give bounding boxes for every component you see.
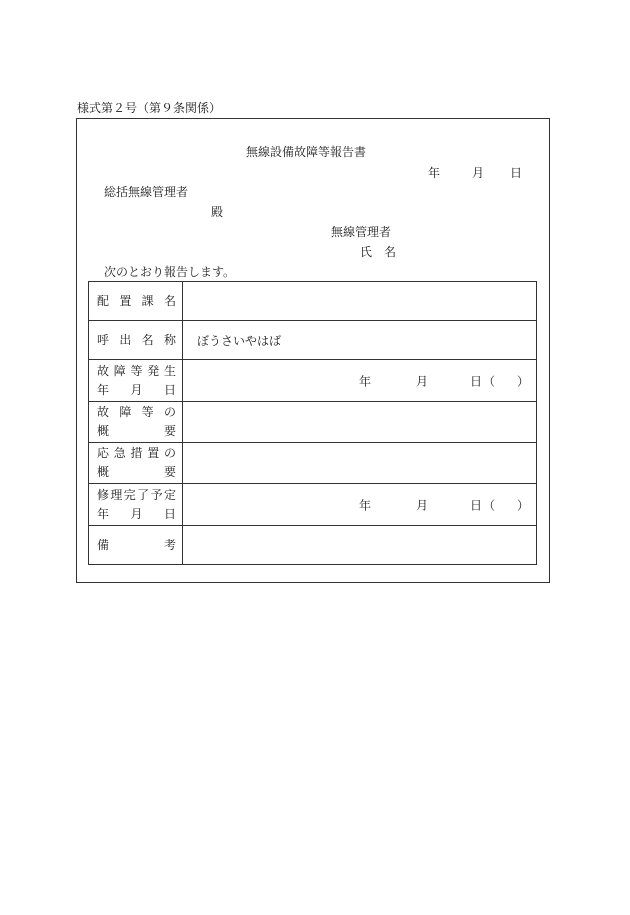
row-label-call-name: 呼 出 名 称 [89, 321, 183, 360]
call-name-value: ぼうさいやはば [197, 333, 282, 348]
table-row [89, 360, 537, 402]
emergency-measures-value-cell[interactable] [183, 443, 537, 484]
repair-year-label: 年 [359, 498, 372, 512]
row-label-repair-date: 修 理 完 了 予 定 年 月 日 [89, 484, 183, 526]
date-day-label: 日 [510, 166, 523, 180]
form-number-label: 様式第２号（第９条関係） [77, 101, 222, 115]
call-name-value-cell[interactable] [183, 321, 537, 360]
row-label-department: 配 置 課 名 [89, 282, 183, 321]
department-value-cell[interactable] [183, 282, 537, 321]
repair-paren-close: ） [517, 498, 530, 512]
failure-year-label: 年 [359, 374, 372, 388]
intro-text: 次のとおり報告します。 [104, 265, 236, 279]
row-label-failure-date: 故 障 等 発 生 年 月 日 [89, 360, 183, 402]
table-row [89, 282, 537, 321]
row-label-failure-summary: 故 障 等 の 概 要 [89, 402, 183, 443]
table-row [89, 484, 537, 526]
failure-paren-open: （ [483, 374, 496, 388]
document-title: 無線設備故障等報告書 [246, 145, 367, 159]
failure-month-label: 月 [416, 374, 429, 388]
honorific: 殿 [211, 205, 224, 219]
row-label-emergency-measures: 応 急 措 置 の 概 要 [89, 443, 183, 484]
failure-date-value-cell[interactable] [183, 360, 537, 402]
date-year-label: 年 [428, 166, 441, 180]
report-table [88, 281, 537, 565]
table-row [89, 526, 537, 565]
failure-paren-close: ） [517, 374, 530, 388]
addressee: 総括無線管理者 [104, 185, 189, 199]
row-label-remarks: 備 考 [89, 526, 183, 565]
table-row [89, 443, 537, 484]
table-row [89, 402, 537, 443]
remarks-value-cell[interactable] [183, 526, 537, 565]
sender-name-label: 氏 名 [360, 245, 397, 259]
table-row [89, 321, 537, 360]
repair-day-label: 日 [470, 498, 483, 512]
date-month-label: 月 [472, 166, 485, 180]
repair-paren-open: （ [483, 498, 496, 512]
repair-date-value-cell[interactable] [183, 484, 537, 526]
sender-title: 無線管理者 [331, 225, 392, 239]
repair-month-label: 月 [416, 498, 429, 512]
failure-summary-value-cell[interactable] [183, 402, 537, 443]
failure-day-label: 日 [470, 374, 483, 388]
